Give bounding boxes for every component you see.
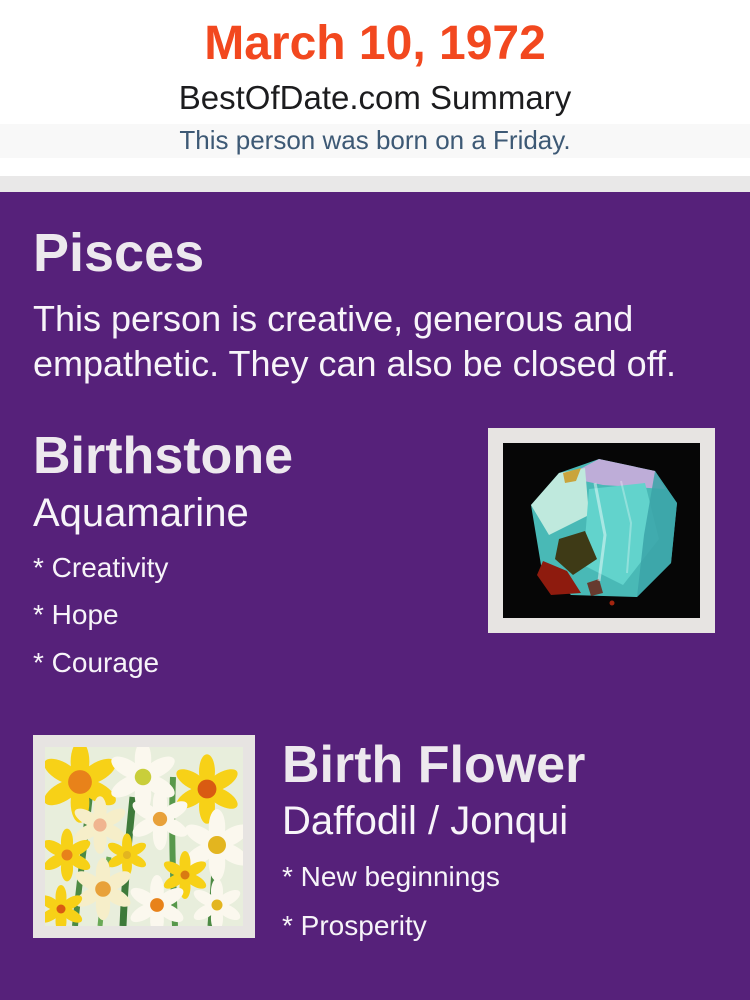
birthstone-trait: * Creativity — [33, 551, 169, 583]
birth-flower-section — [33, 735, 717, 942]
birthstone-title: Birthstone — [33, 427, 293, 486]
daffodil-flowers-photo — [33, 735, 255, 938]
site-summary-title: BestOfDate.com Summary — [178, 79, 572, 117]
born-day-note: This person was born on a Friday. — [0, 124, 750, 158]
birth-flower-trait: * Prosperity — [282, 909, 427, 941]
birthstone-trait: * Courage — [33, 647, 160, 679]
header-divider — [0, 176, 750, 192]
main-content — [0, 192, 750, 1000]
birth-flower-trait: * New beginnings — [282, 861, 500, 893]
birth-flower-traits — [282, 862, 585, 942]
zodiac-description: This person is creative, generous and empathetic. They can also be closed off. — [33, 298, 677, 385]
aquamarine-stone-image — [503, 443, 700, 618]
header — [0, 0, 750, 176]
daffodil-flowers-image — [45, 747, 243, 926]
birth-flower-title: Birth Flower — [282, 735, 586, 794]
birth-flower-name: Daffodil / Jonqui — [282, 799, 569, 844]
birthstone-name: Aquamarine — [33, 490, 249, 535]
birth-flower-text — [282, 735, 585, 942]
page-title-date: March 10, 1972 — [204, 17, 546, 70]
birthstone-section — [33, 428, 717, 679]
aquamarine-stone-photo — [488, 428, 715, 633]
birthstone-trait: * Hope — [33, 599, 119, 631]
zodiac-sign-title: Pisces — [33, 223, 205, 283]
